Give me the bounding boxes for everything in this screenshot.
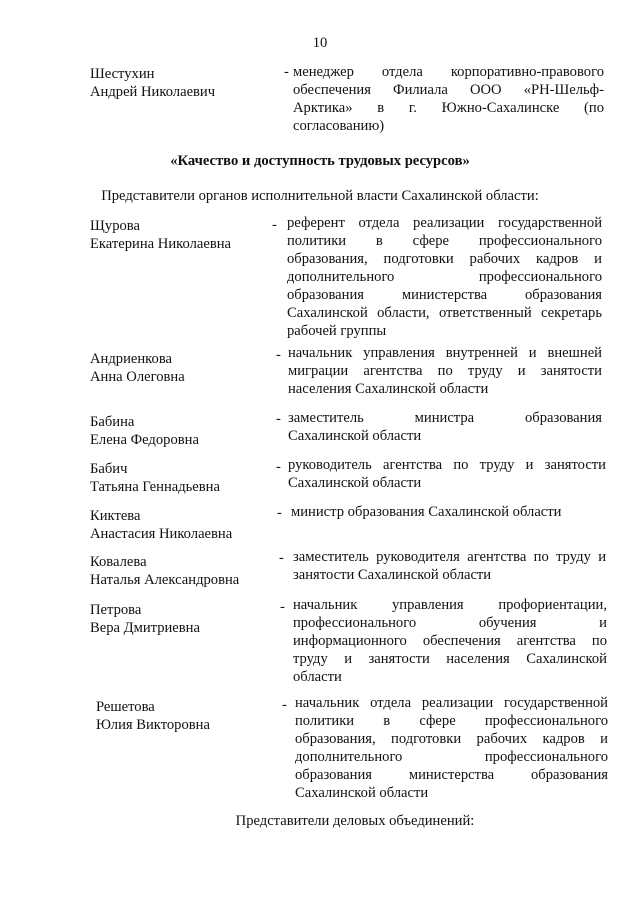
position-line: информационного обеспечения агентства по bbox=[293, 633, 607, 649]
member-given-names: Вера Дмитриевна bbox=[90, 620, 200, 636]
member-name bbox=[90, 413, 280, 449]
position-line: образования министерства образования bbox=[295, 767, 608, 783]
member-position bbox=[287, 214, 602, 340]
member-name bbox=[90, 460, 280, 496]
dash: - bbox=[276, 347, 281, 363]
position-line: руководитель агентства по труду и занятости bbox=[288, 457, 606, 473]
position-line: дополнительного профессионального bbox=[295, 749, 608, 765]
member-name bbox=[96, 698, 286, 734]
position-line: рабочей группы bbox=[287, 323, 387, 339]
page-number: 10 bbox=[312, 35, 328, 51]
position-line: согласованию) bbox=[293, 118, 385, 134]
member-position bbox=[288, 344, 602, 398]
member-surname: Щурова bbox=[90, 218, 140, 234]
dash: - bbox=[276, 459, 281, 475]
member-given-names: Елена Федоровна bbox=[90, 432, 199, 448]
member-name bbox=[90, 217, 280, 253]
member-given-names: Наталья Александровна bbox=[90, 572, 240, 588]
position-line: начальник управления внутренней и внешней bbox=[288, 345, 602, 361]
position-line: Сахалинской области bbox=[288, 475, 422, 491]
position-line: заместитель министра образования bbox=[288, 410, 602, 426]
member-surname: Шестухин bbox=[90, 66, 155, 82]
member-surname: Киктева bbox=[90, 508, 141, 524]
position-line: референт отдела реализации государственной bbox=[287, 215, 602, 231]
member-name bbox=[90, 507, 280, 543]
position-line: обеспечения Филиала ООО «РН-Шельф- bbox=[293, 82, 604, 98]
member-surname: Ковалева bbox=[90, 554, 147, 570]
member-name bbox=[90, 553, 280, 589]
member-position bbox=[288, 456, 606, 492]
position-line: политики в сфере профессионального bbox=[287, 233, 602, 249]
member-surname: Бабина bbox=[90, 414, 135, 430]
member-surname: Бабич bbox=[90, 461, 128, 477]
dash: - bbox=[277, 505, 282, 521]
group-title: Представители органов исполнительной власти Сахалинской области: bbox=[101, 188, 539, 204]
position-line: политики в сфере профессионального bbox=[295, 713, 608, 729]
member-given-names: Татьяна Геннадьевна bbox=[90, 479, 220, 495]
dash: - bbox=[284, 64, 289, 80]
position-line: дополнительного профессионального bbox=[287, 269, 602, 285]
member-position bbox=[293, 596, 607, 686]
position-line: миграции агентства по труду и занятости bbox=[288, 363, 602, 379]
member-given-names: Анастасия Николаевна bbox=[90, 526, 233, 542]
position-line: занятости Сахалинской области bbox=[293, 567, 492, 583]
position-line: заместитель руководителя агентства по труду и bbox=[293, 549, 606, 565]
position-line: Арктика» в г. Южно-Сахалинске (по bbox=[293, 100, 604, 116]
dash: - bbox=[282, 697, 287, 713]
position-line: области bbox=[293, 669, 342, 685]
member-surname: Решетова bbox=[96, 699, 155, 715]
member-given-names: Екатерина Николаевна bbox=[90, 236, 231, 252]
position-line: менеджер отдела корпоративно-правового bbox=[293, 64, 604, 80]
position-line: образования министерства образования bbox=[287, 287, 602, 303]
member-name bbox=[90, 601, 280, 637]
section-title: «Качество и доступность трудовых ресурсов» bbox=[170, 153, 470, 169]
position-line: министр образования Сахалинской области bbox=[291, 504, 562, 520]
group-title: Представители деловых объединений: bbox=[235, 813, 475, 829]
position-line: профессионального обучения и bbox=[293, 615, 607, 631]
member-given-names: Юлия Викторовна bbox=[96, 717, 210, 733]
position-line: образования, подготовки рабочих кадров и bbox=[287, 251, 602, 267]
position-line: образования, подготовки рабочих кадров и bbox=[295, 731, 608, 747]
member-name bbox=[90, 65, 280, 101]
position-line: начальник отдела реализации государственной bbox=[295, 695, 608, 711]
position-line: труду и занятости населения Сахалинской bbox=[293, 651, 607, 667]
member-position bbox=[288, 409, 602, 445]
member-position bbox=[291, 503, 591, 521]
member-position bbox=[293, 548, 606, 584]
member-surname: Андриенкова bbox=[90, 351, 172, 367]
position-line: Сахалинской области bbox=[295, 785, 429, 801]
member-given-names: Андрей Николаевич bbox=[90, 84, 216, 100]
dash: - bbox=[272, 217, 277, 233]
member-surname: Петрова bbox=[90, 602, 142, 618]
member-given-names: Анна Олеговна bbox=[90, 369, 185, 385]
dash: - bbox=[276, 411, 281, 427]
member-position bbox=[295, 694, 608, 802]
position-line: начальник управления профориентации, bbox=[293, 597, 607, 613]
member-position bbox=[293, 63, 604, 135]
member-name bbox=[90, 350, 280, 386]
dash: - bbox=[280, 599, 285, 615]
dash: - bbox=[279, 550, 284, 566]
position-line: Сахалинской области, ответственный секретарь bbox=[287, 305, 602, 321]
position-line: населения Сахалинской области bbox=[288, 381, 489, 397]
position-line: Сахалинской области bbox=[288, 428, 422, 444]
